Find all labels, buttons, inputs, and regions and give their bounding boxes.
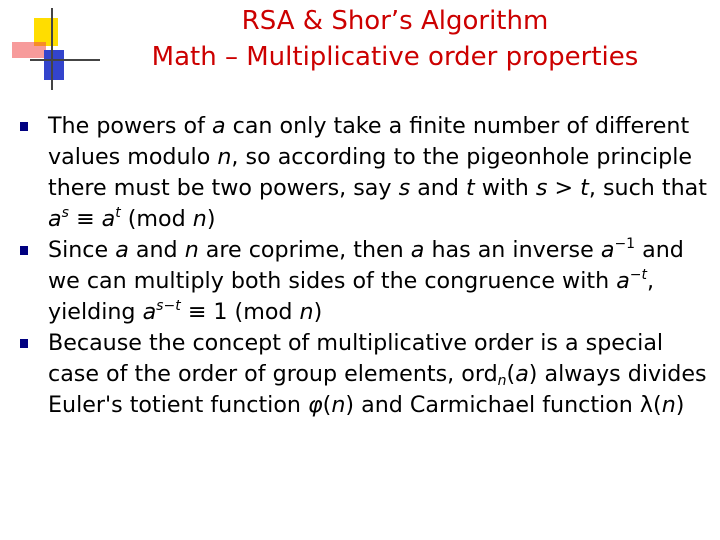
bullet-text-segment: n: [299, 299, 314, 325]
bullet-text-segment: Because the concept of multiplicative order is a special case of the order of group elements, ord: [48, 330, 664, 387]
bullet-text-segment: and: [410, 175, 467, 201]
bullet-text-segment: −1: [614, 236, 636, 252]
bullet-text-segment: t: [115, 205, 121, 221]
square-bullet-icon: [20, 246, 28, 255]
bullet-text-segment: has an inverse: [424, 237, 601, 263]
bullet-text-segment: >: [547, 175, 581, 201]
bullet-text-segment: ): [313, 299, 323, 325]
bullet-text-segment: can only take a finite number of different values modulo: [48, 113, 690, 170]
bullet-text-segment: , yielding: [48, 268, 655, 325]
bullet-text-segment: (: [506, 361, 516, 387]
bullet-text-segment: −t: [629, 267, 648, 283]
bullet-text-segment: a: [101, 206, 116, 232]
slide-title: [70, 2, 720, 76]
logo-yellow-square: [34, 18, 58, 46]
bullet-text: [48, 111, 715, 235]
bullet-text-segment: s−t: [156, 298, 181, 314]
bullet-item: [20, 328, 715, 421]
bullet-text-segment: ) always divides Euler's totient function: [48, 361, 707, 418]
bullet-text-segment: s: [61, 205, 69, 221]
bullet-text: [48, 328, 715, 421]
square-bullet-icon: [20, 122, 28, 131]
bullet-item: [20, 111, 715, 235]
bullet-text-segment: and we can multiply both sides of the congruence with: [48, 237, 684, 294]
bullet-text-segment: (: [322, 392, 332, 418]
bullet-text-segment: t: [580, 175, 589, 201]
bullet-text-segment: , such that: [588, 175, 707, 201]
bullet-text-segment: s: [398, 175, 411, 201]
bullet-text-segment: ≡ 1 (mod: [180, 299, 300, 325]
bullet-text-segment: a: [142, 299, 157, 325]
bullet-text-segment: ) and Carmichael function λ(: [345, 392, 662, 418]
bullet-text-segment: and: [128, 237, 185, 263]
bullet-text-segment: (mod: [120, 206, 193, 232]
slide-title-line-2: Math – Multiplicative order properties: [151, 42, 639, 72]
square-bullet-icon: [20, 339, 28, 348]
bullet-text-segment: n: [497, 373, 507, 389]
bullet-text-segment: a: [211, 113, 226, 139]
logo-red-bar: [12, 42, 46, 58]
bullet-text-segment: a: [115, 237, 129, 263]
bullet-text-segment: n: [184, 237, 199, 263]
bullet-text-segment: s: [535, 175, 548, 201]
bullet-text-segment: a: [515, 361, 529, 387]
bullet-text-segment: n: [661, 392, 676, 418]
bullet-text-segment: φ: [308, 392, 323, 418]
bullet-text-segment: n: [331, 392, 346, 418]
bullet-text-segment: a: [48, 206, 62, 232]
bullet-text-segment: with: [474, 175, 536, 201]
logo-blue-square: [44, 50, 64, 80]
bullet-text-segment: t: [466, 175, 475, 201]
slide-title-line-1: RSA & Shor’s Algorithm: [241, 6, 549, 36]
bullet-text-segment: a: [410, 237, 425, 263]
bullet-text-segment: n: [192, 206, 207, 232]
bullet-text-segment: a: [600, 237, 615, 263]
bullet-text-segment: , so according to the pigeonhole principle there must be two powers, say: [48, 144, 693, 201]
bullet-text-segment: ≡: [68, 206, 102, 232]
bullet-list: [20, 111, 715, 421]
bullet-text-segment: a: [616, 268, 630, 294]
bullet-text-segment: ): [675, 392, 685, 418]
bullet-text-segment: n: [217, 144, 232, 170]
bullet-text-segment: Since: [48, 237, 116, 263]
bullet-text-segment: The powers of: [48, 113, 212, 139]
bullet-text-segment: are coprime, then: [198, 237, 411, 263]
bullet-item: [20, 235, 715, 328]
bullet-text: [48, 235, 715, 328]
bullet-text-segment: ): [206, 206, 216, 232]
